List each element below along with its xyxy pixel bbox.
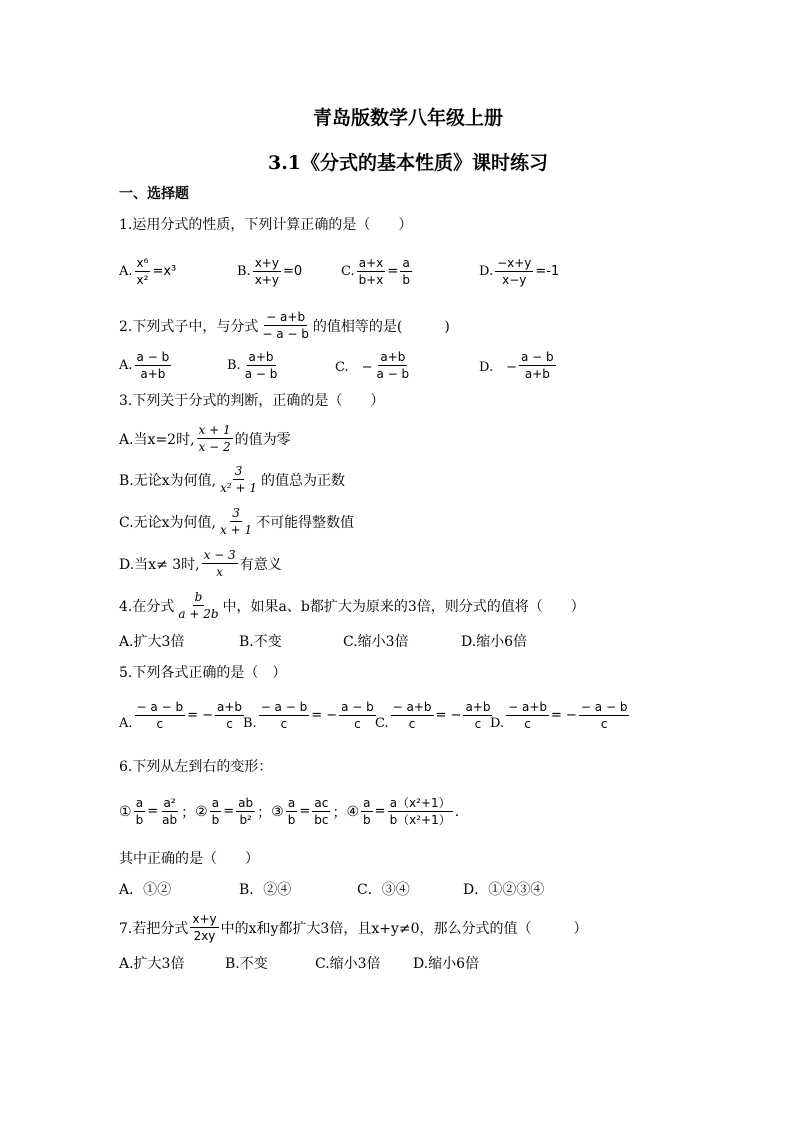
q2-option-c: C. − $\frac{a+b}{a - b}$: [335, 350, 410, 381]
fraction: $\frac{a+x}{b+x}$: [358, 256, 384, 287]
q1-option-d: D. $\frac{-x+y}{x-y}$ =-1: [479, 256, 560, 287]
fraction: $\frac{- a+b}{- a - b}$: [262, 310, 309, 341]
q6-option-b: B．②④: [239, 882, 292, 898]
q7-option-b: B.不变: [225, 956, 268, 972]
q6-option-c: C．③④: [357, 882, 410, 898]
fraction: $\frac{a+b}{a - b}$: [244, 350, 278, 381]
question-1-stem: 1.运用分式的性质，下列计算正确的是（ ）: [119, 217, 413, 233]
q7-option-a: A.扩大3倍: [119, 956, 185, 972]
q5-option-c: C. $\frac{- a+b}{c}$ = − $\frac{a+b}{c}$: [375, 700, 491, 731]
fraction: $\frac{x + 1}{x - 2}$: [198, 423, 231, 454]
q6-option-a: A．①②: [119, 882, 172, 898]
fraction: $\frac{- a - b}{c}$: [136, 700, 184, 731]
q7-option-d: D.缩小6倍: [413, 956, 480, 972]
fraction: $\frac{b}{a + 2b}$: [178, 590, 219, 621]
q6-transformations: ① $\frac{a}{b}$ = $\frac{\text{a²}}{ab}$ ； ② $\frac{a}{b}$ = $\frac{ab}{\text{b²}}$ ； ③ $\frac{a}{b}$ = $\frac{ac}{bc}$ ； ④ $\frac{a}{b}$ = $\frac{\text{a（x²+1）}}{\text{b（x²+1）}}$ .: [119, 796, 460, 827]
fraction: $\frac{ab}{\text{b²}}$: [238, 796, 254, 827]
fraction: $\frac{a - b}{a+b}$: [521, 350, 554, 381]
question-3-stem: 3.下列关于分式的判断，正确的是（ ）: [119, 393, 385, 409]
q4-option-c: C.缩小3倍: [343, 634, 409, 650]
q6-question: 其中正确的是（ ）: [119, 851, 259, 867]
q3-option-d: D.当x≠ 3时, $\frac{x - 3}{x}$ 有意义: [119, 548, 282, 579]
fraction: $\frac{x+y}{2xy}$: [192, 912, 217, 943]
section-heading: 一、选择题: [119, 186, 189, 202]
fraction: $\frac{a+b}{c}$: [216, 700, 243, 731]
fraction: $\frac{- a+b}{c}$: [392, 700, 432, 731]
q3-option-b: B.无论x为何值, $\frac{3}{\text{x² + 1}}$ 的值总为正数: [119, 464, 345, 495]
question-7-stem: 7.若把分式 $\frac{x+y}{2xy}$ 中的x和y都扩大3倍，且x+y≠0，那么分式的值（ ）: [119, 912, 588, 943]
q1-option-a: A. $\frac{\text{x⁶}}{\text{x²}}$ =x³: [119, 256, 177, 287]
fraction: $\frac{a}{b}$: [135, 796, 144, 827]
fraction: $\frac{a - b}{c}$: [341, 700, 374, 731]
fraction: $\frac{a}{b}$: [402, 256, 410, 287]
q1-option-b: B. $\frac{x+y}{x+y}$ =0: [237, 256, 303, 287]
fraction: $\frac{a}{b}$: [363, 796, 371, 827]
q4-option-b: B.不变: [239, 634, 282, 650]
q3-option-a: A.当x=2时, $\frac{x + 1}{x - 2}$ 的值为零: [119, 423, 291, 454]
fraction: $\frac{a+b}{a - b}$: [376, 350, 410, 381]
q2-option-d: D. − $\frac{a - b}{a+b}$: [479, 350, 554, 381]
question-4-stem: 4.在分式 $\frac{b}{a + 2b}$ 中，如果a、b都扩大为原来的3倍，则分式的值将（ ）: [119, 590, 585, 621]
q2-option-b: B. $\frac{a+b}{a - b}$: [227, 350, 278, 381]
q4-option-a: A.扩大3倍: [119, 634, 185, 650]
q5-option-d: D. $\frac{- a+b}{c}$ = − $\frac{- a - b}{c}$: [490, 700, 628, 731]
fraction: $\frac{3}{\text{x² + 1}}$: [220, 464, 257, 495]
fraction: $\frac{- a - b}{c}$: [260, 700, 308, 731]
fraction: $\frac{\text{x⁶}}{\text{x²}}$: [136, 256, 149, 287]
fraction: $\frac{-x+y}{x-y}$: [497, 256, 532, 287]
fraction: $\frac{- a - b}{c}$: [580, 700, 628, 731]
q6-option-d: D．①②③④: [463, 882, 545, 898]
question-6-stem: 6.下列从左到右的变形：: [119, 759, 273, 775]
q5-option-a: A. $\frac{- a - b}{c}$ = − $\frac{a+b}{c}$: [119, 700, 243, 731]
question-5-stem: 5.下列各式正确的是（ ）: [119, 665, 287, 681]
fraction: $\frac{\text{a²}}{ab}$: [162, 796, 178, 827]
q5-option-b: B. $\frac{- a - b}{c}$ = − $\frac{a - b}{c}$: [243, 700, 374, 731]
q2-option-a: A. $\frac{a - b}{a+b}$: [119, 350, 170, 381]
q4-option-d: D.缩小6倍: [461, 634, 528, 650]
fraction: $\frac{ac}{bc}$: [314, 796, 329, 827]
worksheet-title: 青岛版数学八年级上册: [312, 107, 503, 129]
fraction: $\frac{a}{b}$: [211, 796, 220, 827]
fraction: $\frac{x+y}{x+y}$: [254, 256, 279, 287]
fraction: $\frac{3}{x + 1}$: [220, 506, 253, 537]
q3-option-c: C.无论x为何值, $\frac{3}{x + 1}$ 不可能得整数值: [119, 506, 355, 537]
fraction: $\frac{a}{b}$: [287, 796, 296, 827]
fraction: $\frac{a+b}{c}$: [465, 700, 491, 731]
fraction: $\frac{\text{a（x²+1）}}{\text{b（x²+1）}}$: [389, 796, 451, 827]
question-2-stem: 2.下列式子中，与分式 $\frac{- a+b}{- a - b}$ 的值相等的是( ): [119, 310, 450, 341]
fraction: $\frac{x - 3}{x}$: [203, 548, 236, 579]
q7-option-c: C.缩小3倍: [315, 956, 381, 972]
q1-option-c: C. $\frac{a+x}{b+x}$ = $\frac{a}{b}$: [341, 256, 410, 287]
fraction: $\frac{a - b}{a+b}$: [136, 350, 170, 381]
fraction: $\frac{- a+b}{c}$: [508, 700, 547, 731]
worksheet-subtitle: 3.1《分式的基本性质》课时练习: [267, 152, 549, 174]
